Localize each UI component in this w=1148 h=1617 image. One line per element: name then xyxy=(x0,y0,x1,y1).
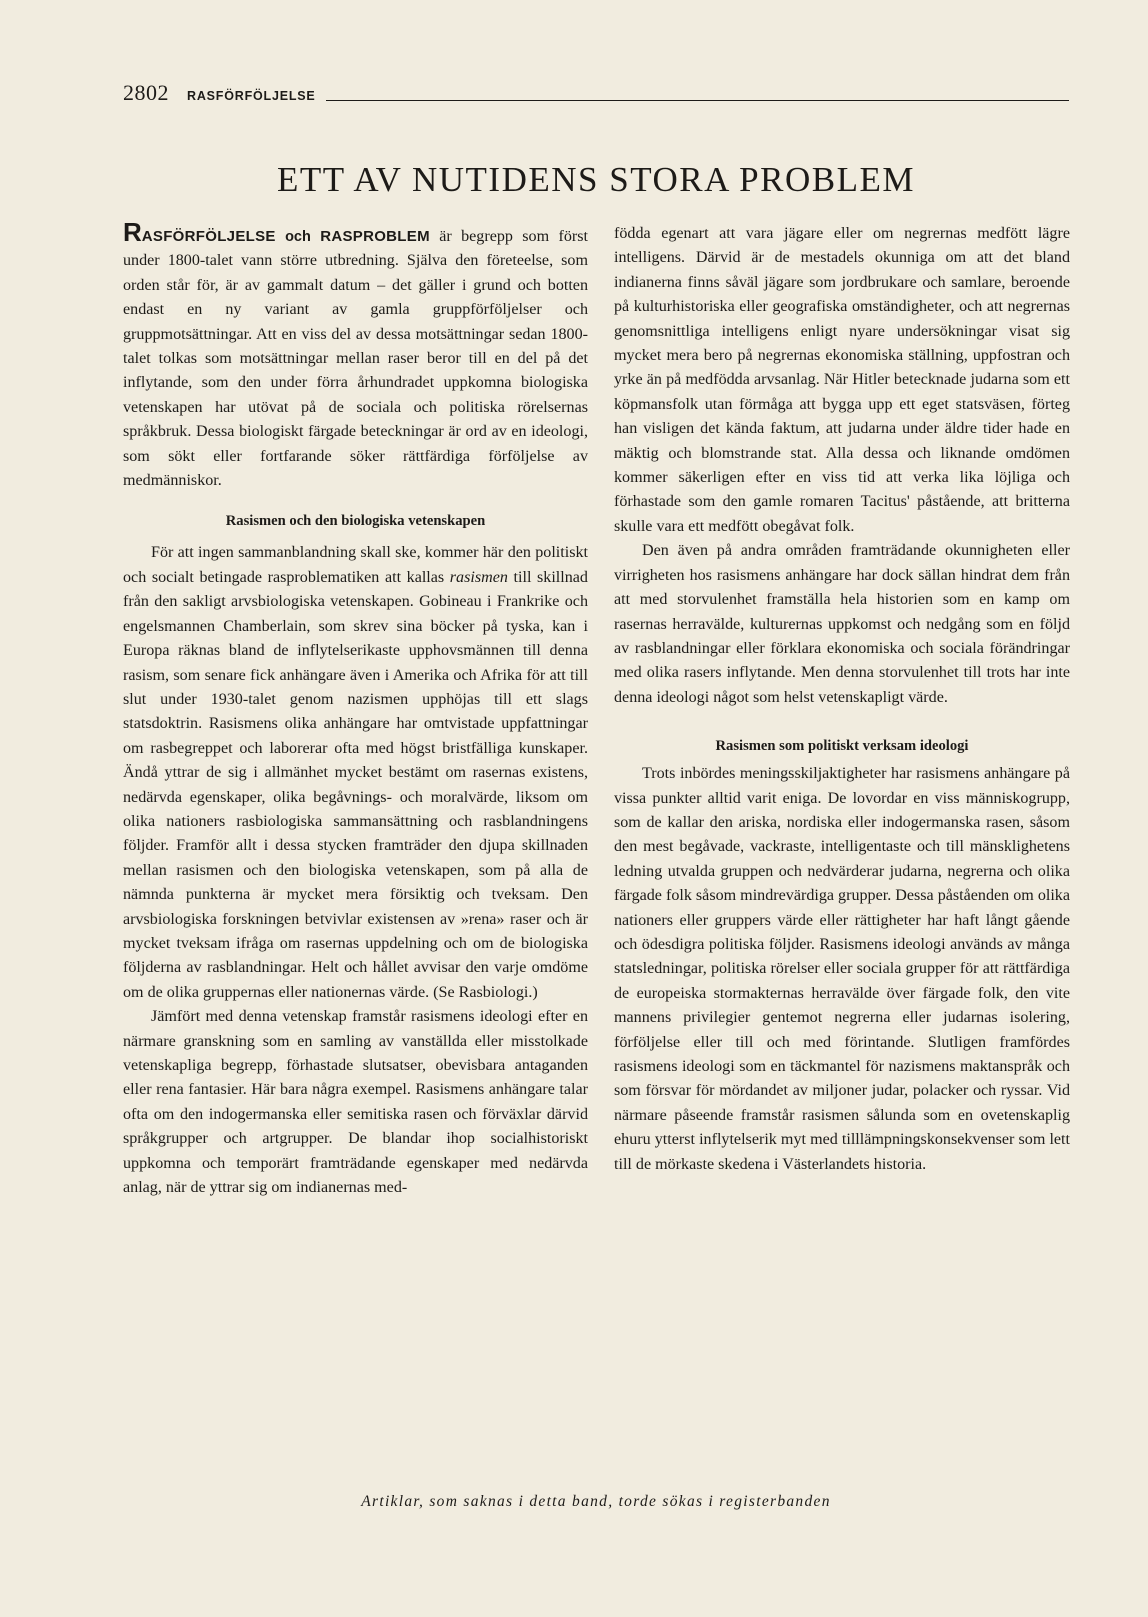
italic-term-rasismen: rasismen xyxy=(449,568,508,586)
section-heading-ideologi: Rasismen som politiskt verksam ideologi xyxy=(715,738,969,755)
footer-note: Artiklar, som saknas i detta band, torde sökas i registerbanden xyxy=(361,1493,831,1510)
running-title: RASFÖRFÖLJELSE xyxy=(187,88,316,103)
lead-term-rasproblem: RASPROBLEM xyxy=(320,228,430,245)
section1-p1-text-b: till skillnad från den sakligt arvsbiologiska vetenskapen. Gobineau i Frankrike och engelsmannen Chamberlain, som skrev sina böcker på tyska, kan i Europa räknas bland de inflytelserikaste upphovsmännen till denna rasism, som senare fick anhängare även i Amerika och Afrika för att till slut under 1930-talet genom nazismen upphöjas till ett slags statsdoktrin. Rasismens olika anhängare har omtvistade uppfattningar om rasbegreppet och laborerar ofta med högst bristfälliga kunskaper. Ändå yttrar de sig i allmänhet mycket bestämt om rasernas existens, nedärvda egenskaper, olika begåvnings- och moralvärde, liksom om olika nationers rasbiologiska sammansättning och rasblandningens följder. Framför allt i dessa stycken framträder den djupa skillnaden mellan rasismen och den biologiska vetenskapen, som på alla de nämnda punkterna är mycket mera försiktig och tveksam. Den arvsbiologiska forskningen betvivlar existensen av »rena» raser och är mycket tveksam ifråga om rasernas uppdelning och om de biologiska följderna av rasblandningar. Helt och hållet avvisar den varje omdöme om de olika gruppernas eller nationernas värde. (Se Rasbiologi.) xyxy=(123,568,588,1001)
section-heading-biologi: Rasismen och den biologiska vetenskapen xyxy=(225,513,486,530)
lead-term-rasforfoljelse: ASFÖRFÖLJELSE xyxy=(141,228,276,245)
header-rule xyxy=(326,100,1069,101)
drop-letter: R xyxy=(123,217,142,247)
section2-paragraph-1: Trots inbördes meningsskiljaktigheter har rasismens anhängare på vissa punkter alltid varit eniga. De lovordar en viss människogrupp, som de kallar den ariska, nordiska eller indogermanska rasen, såsom den mest begåvade, vackraste, intelligentaste och till mänsklighetens ledning utvalda gruppen och nedvärderar judarna, negrerna och olika färgade folk såsom mindrevärdiga grupper. Dessa påståenden om olika nationers eller gruppers värde eller rättigheter har haft långt gående och ödesdigra politiska följder. Rasismens ideologi används av många statsledningar, politiska rörelser eller sociala grupper för att rättfärdiga de europeiska stormakternas herravälde över färgade folk, den vite mannens privilegier gentemot negrerna eller judarnas isolering, förföljelse eller till och med förintande. Slutligen framfördes rasismens ideologi som en täckmantel för nazismens maktanspråk och som försvar för mördandet av miljoner judar, polacker och ryssar. Vid närmare påseende framstår rasismen sålunda som en ovetenskaplig ehuru ytterst inflytelserik myt med tilllämpningskonsekvenser som lett till de mörkaste skedena i Västerlandets historia. xyxy=(614,765,1070,1173)
section1-p1-text-a: För att ingen sammanblandning skall ske, kommer här den politiskt och socialt betingade rasproblematiken att kallas xyxy=(123,544,588,586)
right-column xyxy=(614,222,1070,1177)
section1-paragraph-3: Den även på andra områden framträdande okunnigheten eller virrigheten hos rasismens anhängare har dock sällan hindrat dem från att med storvulenhet framställa hela historien som en kamp om rasernas herravälde, kulturernas uppkomst och nedgång som en följd av rasblandningar eller förklara ekonomiska och sociala förändringar med olika rasers inflytande. Men denna storvulenhet till trots har inte denna ideologi något som helst vetenskapligt värde. xyxy=(614,542,1070,706)
lead-conjunction: och xyxy=(285,229,311,245)
running-head xyxy=(123,80,1069,104)
section1-paragraph-2-continued: födda egenart att vara jägare eller om negrernas medfött lägre intelligens. Därvid är de mestadels okunniga om att det bland indianerna finns såväl jägare som jordbrukare och samlare, beroende på kulturhistoriska eller geografiska omständigheter, och att negrernas genomsnittliga intelligens enligt nyare undersökningar visat sig mycket mera bero på negrernas ekonomiska ställning, uppfostran och yrke än på medfödda arvsanlag. När Hitler betecknade judarna som ett köpmansfolk utan förmåga att bygga upp ett eget statsväsen, förteg han visligen det kända faktum, att judarna under äldre tider hade en mäktig och blomstrande stat. Alla dessa och liknande omdömen kommer säkerligen efter en viss tid att verka lika löjliga och förhastade som den gamle romaren Tacitus' påstående, att britterna skulle vara ett medfött obegåvat folk. xyxy=(614,225,1070,535)
page-number: 2802 xyxy=(123,80,169,105)
lead-paragraph xyxy=(123,217,588,493)
left-column xyxy=(123,217,588,1200)
section1-paragraph-1 xyxy=(123,541,588,1005)
article-title: ETT AV NUTIDENS STORA PROBLEM xyxy=(277,160,915,199)
section1-paragraph-2: Jämfört med denna vetenskap framstår rasismens ideologi efter en närmare granskning som en samling av vanställda eller misstolkade vetenskapliga begrepp, förhastade slutsatser, obevisbara antaganden eller rena fantasier. Här bara några exempel. Rasismens anhängare talar ofta om den indogermanska eller semitiska rasen och förväxlar därvid språkgrupper och artgrupper. De blandar ihop socialhistoriskt uppkomna och temporärt framträdande egenskaper med nedärvda anlag, när de yttrar sig om indianernas med- xyxy=(123,1008,588,1197)
lead-text: är begrepp som först under 1800-talet vann större utbredning. Själva den företeelse, som orden står för, är av gammalt datum – det gäller i grund och botten endast en ny variant av gamla gruppförföljelser och gruppmotsättningar. Att en viss del av dessa motsättningar sedan 1800-talet tolkas som motsättningar mellan raser beror till en del på det inflytande, som den under förra århundradet uppkomna biologiska vetenskapen har utövat på de sociala och politiska rörelsernas språkbruk. Dessa biologiskt färgade beteckningar är ord av en ideologi, som sökt eller fortfarande söker rättfärdiga förföljelse av medmänniskor. xyxy=(123,228,588,490)
